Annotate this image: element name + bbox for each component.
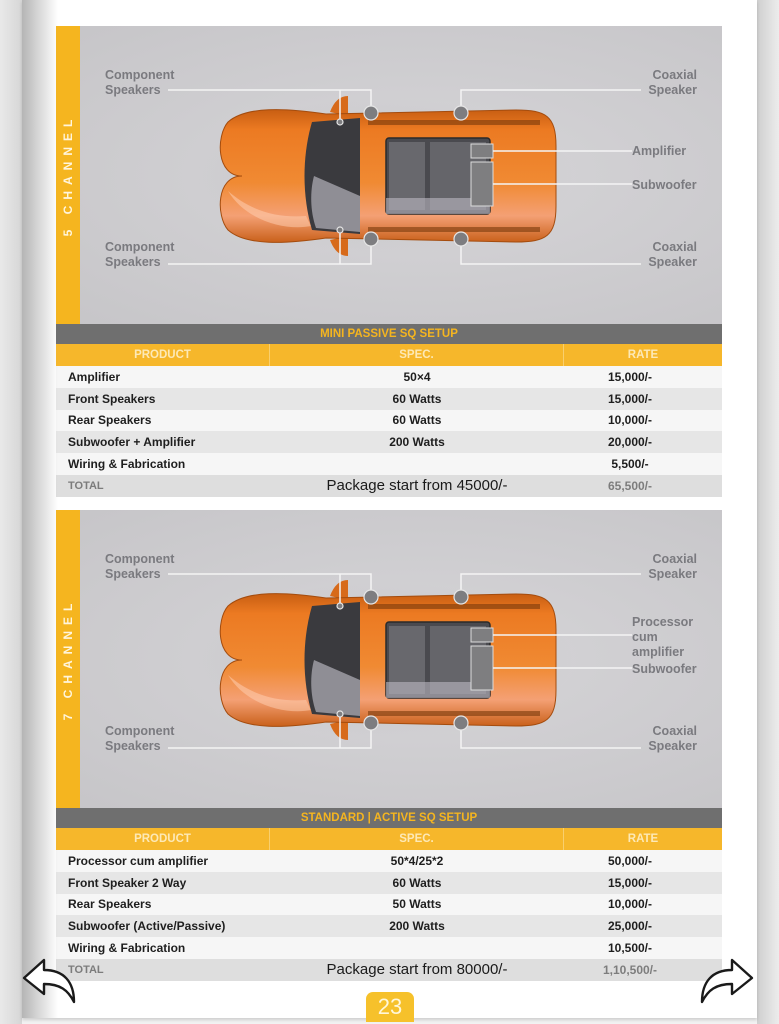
product-cell: Rear Speakers [68,413,152,428]
package-title: MINI PASSIVE SQ SETUP [56,324,722,344]
tweeter-dot-front-left [337,603,343,609]
callout-line: Component [105,552,175,566]
tweeter-dot-front-right [337,227,343,233]
spec-cell: 60 Watts [392,391,442,406]
tweeter-dot-front-left [337,119,343,125]
header-product: PRODUCT [56,344,270,366]
package-start-price: Package start from 80000/- [326,961,508,979]
callout-line: Component [105,240,175,254]
table-row [56,410,722,432]
channel-label: 5 CHANNEL [61,113,75,237]
callout-component-speakers-top [105,552,174,582]
table-row [56,431,722,453]
spec-cell: 60 Watts [392,875,442,890]
roof-rail-right [368,227,540,232]
callout-line: Coaxial [652,724,697,738]
rate-cell: 10,000/- [607,897,653,912]
callout-component-speakers-top [105,68,174,98]
rate-cell: 5,500/- [611,457,649,472]
callout-component-speakers-bottom [105,240,174,270]
callout-amplifier [632,615,693,660]
callout-line: Amplifier [632,144,687,158]
spec-cell: 200 Watts [389,435,445,450]
table-row [56,937,722,959]
table-header [56,344,722,366]
channel-label: 7 CHANNEL [61,597,75,721]
callout-coaxial-speaker-top [648,68,697,98]
table-row [56,366,722,388]
product-cell: Subwoofer + Amplifier [68,435,196,450]
speaker-dot-rear-right [454,716,468,730]
header-rate: RATE [627,833,659,845]
callout-line: Coaxial [652,68,697,82]
speaker-dot-rear-left [454,590,468,604]
header-rate: RATE [627,349,659,361]
total-rate: 1,10,500/- [602,962,658,977]
spec-cell: 50*4/25*2 [390,853,444,868]
callout-subwoofer [632,178,697,193]
rate-cell: 10,000/- [607,413,653,428]
rate-cell: 25,000/- [607,919,653,934]
callout-line: amplifier [632,645,685,659]
page-number: 23 [366,992,414,1022]
rate-cell: 20,000/- [607,435,653,450]
reader-background-left [0,0,22,1024]
callout-line: Speakers [105,567,161,581]
channel-section-1 [56,26,722,497]
callout-coaxial-speaker-top [648,552,697,582]
callout-line: Speaker [648,83,697,97]
table-row [56,388,722,410]
product-cell: Wiring & Fabrication [68,941,186,956]
channel-section-2 [56,510,722,981]
rate-cell: 10,500/- [607,941,653,956]
car-diagram [56,26,722,324]
amplifier-marker [471,144,493,158]
callout-coaxial-speaker-bottom [648,240,697,270]
roof-rail-left [368,604,540,609]
product-cell: Subwoofer (Active/Passive) [68,919,226,934]
total-label: TOTAL [68,963,104,976]
spec-cell: 50×4 [403,369,431,384]
callout-line: Subwoofer [632,178,697,192]
rate-cell: 15,000/- [607,391,653,406]
spec-cell: 60 Watts [392,413,442,428]
callout-line: Speakers [105,739,161,753]
package-start-price: Package start from 45000/- [326,477,508,495]
speaker-dot-front-left [364,590,378,604]
curved-arrow-left-icon [20,956,78,1006]
rate-cell: 15,000/- [607,369,653,384]
table-row [56,453,722,475]
total-label: TOTAL [68,479,104,492]
speaker-dot-front-right [364,716,378,730]
spec-cell: 200 Watts [389,919,445,934]
callout-line: Speaker [648,567,697,581]
callout-line: Subwoofer [632,662,697,676]
header-spec: SPEC. [270,344,564,366]
product-cell: Front Speakers [68,391,156,406]
rate-cell: 15,000/- [607,875,653,890]
rate-cell: 50,000/- [607,853,653,868]
table-header [56,828,722,850]
callout-line: Coaxial [652,552,697,566]
product-cell: Wiring & Fabrication [68,457,186,472]
subwoofer-marker [471,646,493,690]
product-cell: Amplifier [68,369,121,384]
price-table [56,850,722,981]
roof-rail-left [368,120,540,125]
curved-arrow-right-icon [698,956,756,1006]
callout-line: Speaker [648,255,697,269]
speaker-dot-rear-left [454,106,468,120]
package-title: STANDARD | ACTIVE SQ SETUP [56,808,722,828]
subwoofer-marker [471,162,493,206]
callout-line: Speaker [648,739,697,753]
callout-line: Speakers [105,83,161,97]
callout-line: cum [632,630,658,644]
callout-component-speakers-bottom [105,724,174,754]
reader-background-right [757,0,779,1024]
header-product: PRODUCT [56,828,270,850]
callout-line: Component [105,724,175,738]
speaker-dot-front-left [364,106,378,120]
callout-line: Coaxial [652,240,697,254]
total-row [56,475,722,497]
header-spec: SPEC. [270,828,564,850]
speaker-dot-front-right [364,232,378,246]
callout-subwoofer [632,662,697,677]
table-row [56,850,722,872]
table-row [56,872,722,894]
callout-amplifier [632,144,686,159]
amplifier-marker [471,628,493,642]
spec-cell: 50 Watts [392,897,442,912]
callout-line: Speakers [105,255,161,269]
previous-page-button[interactable] [20,956,78,1006]
callout-coaxial-speaker-bottom [648,724,697,754]
total-rate: 65,500/- [607,478,653,493]
callout-line: Processor [632,615,694,629]
roof-rail-right [368,711,540,716]
callout-line: Component [105,68,175,82]
total-row [56,959,722,981]
table-row [56,915,722,937]
car-diagram [56,510,722,808]
product-cell: Processor cum amplifier [68,853,209,868]
speaker-dot-rear-right [454,232,468,246]
tweeter-dot-front-right [337,711,343,717]
product-cell: Front Speaker 2 Way [68,875,187,890]
product-cell: Rear Speakers [68,897,152,912]
table-row [56,894,722,916]
next-page-button[interactable] [698,956,756,1006]
price-table [56,366,722,497]
